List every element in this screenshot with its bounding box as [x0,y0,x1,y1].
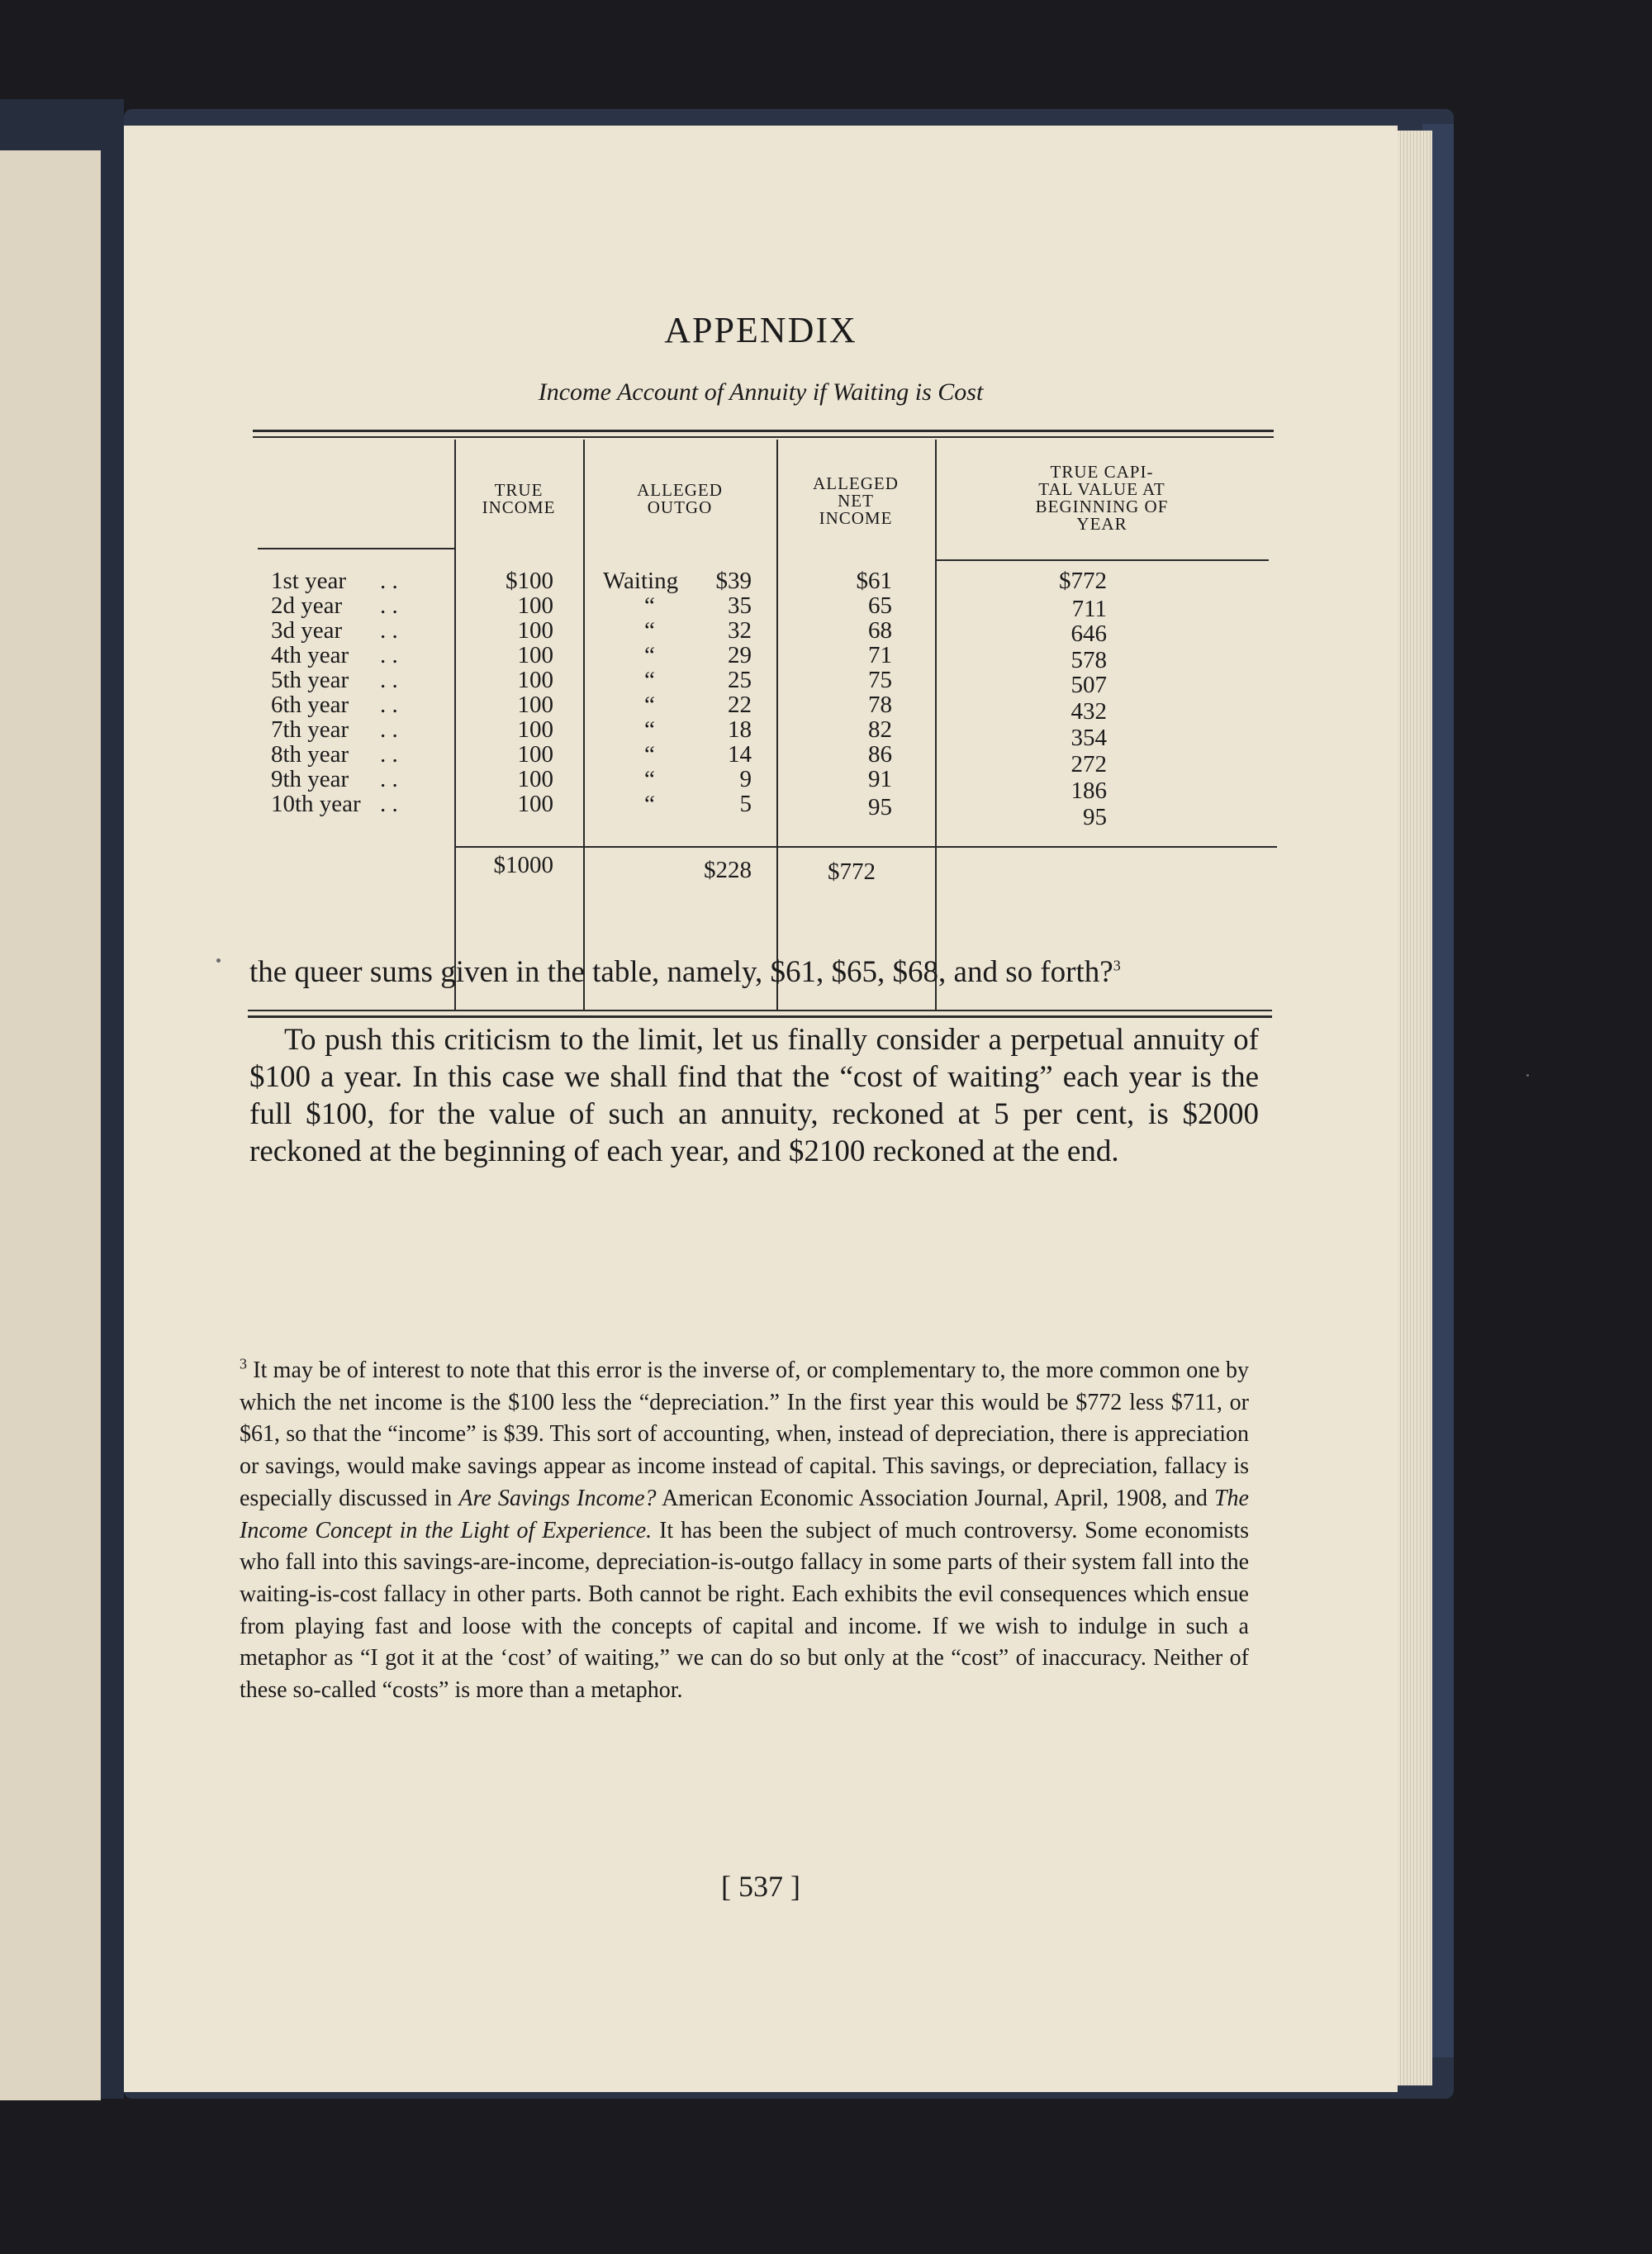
outgo-label-cell: “ [644,766,655,792]
header-line: BEGINNING OF [1035,497,1169,516]
true-income-cell: 100 [517,692,553,718]
capital-value-cell: 578 [1070,647,1107,673]
net-income-cell: 75 [868,667,892,693]
outgo-cell: 9 [739,766,752,792]
table-top-rule-2 [253,436,1274,438]
header-alleged-outgo [583,482,776,516]
header-line: INCOME [482,497,556,517]
true-income-cell: 100 [517,766,553,792]
outgo-cell: 35 [728,592,752,619]
header-rule [258,548,456,549]
totals-rule [454,846,1277,848]
net-income-cell: 65 [868,592,892,619]
row-leader: . . [380,592,398,619]
table-bottom-rule-2 [248,1015,1272,1018]
header-line: ALLEGED [637,480,723,500]
table-caption: Income Account of Annuity if Waiting is Cost [538,378,984,406]
true-income-cell: 100 [517,667,553,693]
total-net-income: $772 [828,858,876,885]
outgo-label-cell: “ [644,617,655,644]
row-label: 5th year [271,667,349,693]
net-income-cell: 86 [868,741,892,768]
page-block-edges [1394,131,1432,2085]
net-income-cell: 91 [868,766,892,792]
column-rule [454,440,456,1010]
capital-value-cell: 354 [1070,725,1107,751]
book-page [124,126,1398,2092]
column-rule [583,440,585,1010]
outgo-cell: 29 [728,642,752,668]
row-label: 8th year [271,741,349,768]
outgo-label-cell: “ [644,667,655,693]
outgo-label-cell: Waiting [603,568,679,594]
footnote-text: It has been the subject of much controversy. Some economists who fall into this savings-are-income, depreciation-is-outgo fallacy in some parts of their system fall into the waiting-is-cost fallacy in other parts. Both cannot be right. Each exhibits the evil consequences which ensue from playing fast and loose with the concepts of capital and income. If we wish to indulge in such a metaphor as “I got it at the ‘cost’ of waiting,” we can do so but only at the “cost” of inaccuracy. Neither of these so-called “costs” is more than a metaphor. [240,1517,1249,1704]
capital-value-cell: 646 [1070,621,1107,647]
row-label: 7th year [271,716,349,743]
true-income-cell: 100 [517,592,553,619]
net-income-cell: 71 [868,642,892,668]
header-line: INCOME [819,508,893,528]
header-true-income [454,482,583,516]
table-top-rule [253,430,1274,432]
header-line: NET [838,491,874,511]
running-head: APPENDIX [664,310,857,350]
outgo-cell: 22 [728,692,752,718]
header-true-capital-value [935,464,1269,533]
row-leader: . . [380,791,398,817]
header-rule [935,559,1269,561]
row-label: 10th year [271,791,361,817]
row-label: 3d year [271,617,343,644]
left-page-edge [0,150,101,2100]
paragraph-text: the queer sums given in the table, namely, $61, $65, $68, and so forth? [249,955,1113,989]
capital-value-cell: 711 [1071,596,1107,622]
total-true-income: $1000 [493,852,553,878]
outgo-label-cell: “ [644,642,655,668]
net-income-cell: $61 [856,568,892,594]
row-label: 9th year [271,766,349,792]
net-income-cell: 78 [868,692,892,718]
row-label: 1st year [271,568,346,594]
row-leader: . . [380,642,398,668]
footnote-marker: 3 [240,1355,247,1372]
capital-value-cell: 507 [1070,672,1107,698]
header-alleged-net-income [776,475,935,527]
net-income-cell: 95 [868,794,892,820]
total-outgo: $228 [704,857,752,883]
true-income-cell: $100 [506,568,553,594]
row-leader: . . [380,716,398,743]
outgo-cell: 14 [728,741,752,768]
capital-value-cell: $772 [1059,568,1107,594]
header-line: TRUE CAPI- [1050,462,1154,482]
outgo-label-cell: “ [644,791,655,817]
capital-value-cell: 95 [1083,804,1107,830]
footnote [240,1355,1249,1707]
row-leader: . . [380,667,398,693]
row-label: 4th year [271,642,349,668]
capital-value-cell: 186 [1070,777,1107,804]
header-line: TRUE [494,480,544,500]
outgo-cell: $39 [715,568,752,594]
net-income-cell: 82 [868,716,892,743]
outgo-cell: 25 [728,667,752,693]
row-leader: . . [380,692,398,718]
outgo-label-cell: “ [644,692,655,718]
page-number: [ 537 ] [721,1870,800,1903]
row-leader: . . [380,741,398,768]
outgo-label-cell: “ [644,716,655,743]
outgo-label-cell: “ [644,592,655,619]
row-leader: . . [380,617,398,644]
outgo-cell: 32 [728,617,752,644]
true-income-cell: 100 [517,716,553,743]
capital-value-cell: 432 [1070,698,1107,725]
footnote-title: Are Savings Income? [458,1485,657,1511]
outgo-label-cell: “ [644,741,655,768]
header-line: OUTGO [647,497,713,517]
table-bottom-rule [248,1010,1272,1011]
footnote-reference: 3 [1113,957,1121,974]
header-line: ALLEGED [813,473,899,493]
true-income-cell: 100 [517,741,553,768]
paragraph-perpetual-annuity: To push this criticism to the limit, let us finally consider a perpetual annuity of $100 a year. In this case we shall find that the “cost of waiting” each year is the full $100, for the value of such an annuity, reckoned at 5 per cent, is $2000 reckoned at the beginning of each year, and $2100 reckoned at the end. [249,1023,1259,1168]
outgo-cell: 18 [728,716,752,743]
footnote-text: It may be of interest to note that this error is the inverse of, or complementary to, the more common one by which the net income is the $100 less the “depreciation.” In the first year this would be $772 less $711, or $61, so that the “income” is $39. This sort of accounting, when, instead of depreciation, there is appreciation or savings, would make savings appear as income instead of capital. This savings, or depreciation, fallacy is especially discussed in [240,1358,1250,1511]
true-income-cell: 100 [517,617,553,644]
row-label: 2d year [271,592,343,619]
scan-speck [1526,1074,1529,1077]
true-income-cell: 100 [517,642,553,668]
footnote-text: American Economic Association Journal, April, 1908, and [662,1485,1208,1511]
capital-value-cell: 272 [1070,751,1107,777]
net-income-cell: 68 [868,617,892,644]
row-leader: . . [380,766,398,792]
header-line: YEAR [1076,514,1127,534]
row-leader: . . [380,568,398,594]
outgo-cell: 5 [739,791,752,817]
true-income-cell: 100 [517,791,553,817]
header-line: TAL VALUE AT [1038,479,1165,499]
paragraph-continuation [249,953,1259,991]
row-label: 6th year [271,692,349,718]
footnote-title: The Income Concept in the Light of Experience. [240,1485,1249,1543]
scan-speck [216,958,221,963]
